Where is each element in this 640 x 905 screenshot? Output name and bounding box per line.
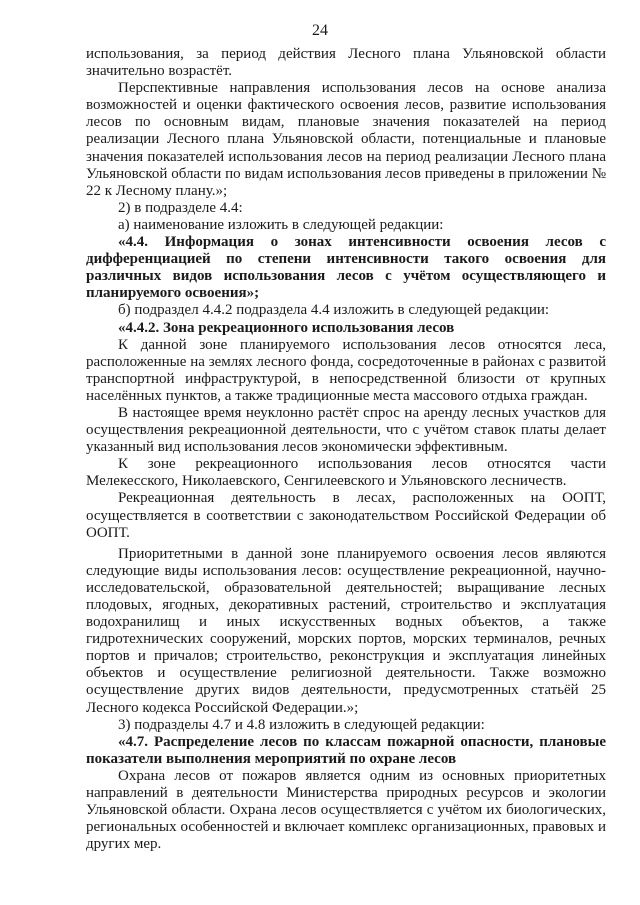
document-body <box>86 46 606 853</box>
section-heading-4-4-2: «4.4.2. Зона рекреационного использования лесов <box>118 319 455 336</box>
paragraph-fire-protection: Охрана лесов от пожаров является одним из основных приоритетных направлений в деятельности Министерства природных ресурсов и экологии Ульяновской области. Охрана лесов осуществляется с учётом их биологических, региональных особенностей и включает комплекс организационных, правовых и других мер. <box>86 767 606 853</box>
section-heading-4-7: «4.7. Распределение лесов по классам пожарной опасности, плановые показатели выполнения мероприятий по охране лесов <box>86 733 606 767</box>
paragraph-amendment-item-b: б) подраздел 4.4.2 подраздела 4.4 изложить в следующей редакции: <box>118 302 550 319</box>
paragraph-amendment-item-a: а) наименование изложить в следующей редакции: <box>118 216 444 233</box>
section-heading-4-4: «4.4. Информация о зонах интенсивности освоения лесов с дифференциацией по степени интенсивности такого освоения для различных видов использования лесов с учётом осуществляющего и планируемого освоения»; <box>86 234 606 302</box>
paragraph-rental-demand: В настоящее время неуклонно растёт спрос на аренду лесных участков для осуществления рекреационной деятельности, что с учётом ставок платы делает указанный вид использования лесов экономически эффективным. <box>86 404 606 456</box>
paragraph-priority-uses: Приоритетными в данной зоне планируемого освоения лесов являются следующие виды использования лесов: осуществление рекреационной, научно-исследовательской, образовательной деятельностей; выращивание лесных плодовых, ягодных, декоративных растений, строительство и эксплуатация водохранилищ и иных искусственных водных объектов, а также гидротехнических сооружений, морских портов, морских терминалов, речных портов и причалов; строительство, реконструкция и эксплуатация линейных объектов и осуществление религиозной деятельности. Также возможно осуществление других видов деятельности, предусмотренных статьёй 25 Лесного кодекса Российской Федерации.»; <box>86 545 606 716</box>
page-number: 24 <box>312 22 328 39</box>
paragraph-forestries-list: К зоне рекреационного использования лесов относятся части Мелекесского, Николаевского, Сенгилеевского и Ульяновского лесничеств. <box>86 456 606 490</box>
paragraph-oopt: Рекреационная деятельность в лесах, расположенных на ООПТ, осуществляется в соответствии с законодательством Российской Федерации об ООПТ. <box>86 490 606 541</box>
paragraph-amendment-item-3: 3) подразделы 4.7 и 4.8 изложить в следующей редакции: <box>118 716 485 733</box>
paragraph-amendment-item-2: 2) в подразделе 4.4: <box>118 199 243 216</box>
paragraph-perspective-directions: Перспективные направления использования лесов на основе анализа возможностей и оценки фактического освоения лесов, развитие использования лесов по основным видам, плановые значения показателей на период реализации Лесного плана Ульяновской области, потенциальные и плановые значения показателей использования лесов на период реализации Лесного плана Ульяновской области по видам использования лесов приведены в приложении № 22 к Лесному плану.»; <box>86 80 606 199</box>
paragraph-zone-description: К данной зоне планируемого использования лесов относятся леса, расположенные на землях лесного фонда, сосредоточенные в районах с развитой транспортной инфраструктурой, в непосредственной близости от крупных населённых пунктов, а также традиционные места массового отдыха граждан. <box>86 336 606 404</box>
paragraph-continuation: использования, за период действия Лесного плана Ульяновской области значительно возрастёт. <box>86 46 606 80</box>
